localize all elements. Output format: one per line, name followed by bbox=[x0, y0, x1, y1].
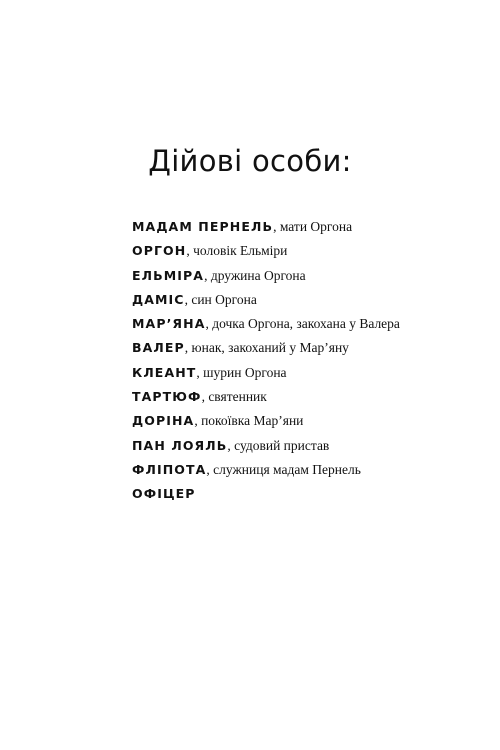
page-title: Дійові особи: bbox=[148, 144, 352, 178]
character-name: ЕЛЬМІРА bbox=[132, 267, 205, 283]
character-description: , дочка Оргона, закохана у Валера bbox=[205, 316, 400, 332]
cast-item bbox=[132, 290, 400, 314]
character-name: МАДАМ ПЕРНЕЛЬ bbox=[132, 219, 274, 234]
cast-item bbox=[132, 217, 400, 241]
cast-item bbox=[132, 363, 400, 387]
cast-item bbox=[132, 241, 400, 265]
cast-item bbox=[132, 266, 400, 290]
character-description: , син Оргона bbox=[184, 291, 257, 307]
cast-item bbox=[132, 338, 400, 362]
character-name: ВАЛЕР bbox=[132, 340, 185, 356]
cast-list bbox=[132, 217, 400, 509]
character-name: ТАРТЮФ bbox=[132, 389, 202, 405]
cast-item bbox=[132, 436, 400, 460]
cast-item bbox=[132, 314, 400, 338]
character-name: КЛЕАНТ bbox=[132, 364, 197, 380]
character-description: , чоловік Ельміри bbox=[186, 243, 288, 259]
character-description: , юнак, закоханий у Мар’яну bbox=[184, 340, 349, 356]
character-description: , покоївка Мар’яни bbox=[194, 413, 304, 429]
character-description: , дружина Оргона bbox=[204, 267, 306, 283]
character-name: ОРГОН bbox=[132, 243, 187, 259]
character-description: , судовий пристав bbox=[227, 437, 330, 453]
character-description: , шурин Оргона bbox=[196, 364, 287, 380]
cast-item bbox=[132, 411, 400, 435]
character-name: ДАМІС bbox=[132, 291, 185, 307]
character-name: ПАН ЛОЯЛЬ bbox=[132, 437, 228, 453]
character-name: ОФІЦЕР bbox=[132, 486, 196, 502]
character-description: , служниця мадам Пернель bbox=[206, 461, 361, 477]
character-name: ДОРІНА bbox=[132, 413, 195, 429]
character-name: ФЛІПОТА bbox=[132, 461, 207, 477]
character-name: МАР’ЯНА bbox=[132, 316, 206, 332]
cast-item bbox=[132, 484, 400, 508]
character-description: , святенник bbox=[201, 389, 267, 405]
cast-item bbox=[132, 460, 400, 484]
cast-item bbox=[132, 387, 400, 411]
character-description: , мати Оргона bbox=[273, 219, 353, 234]
